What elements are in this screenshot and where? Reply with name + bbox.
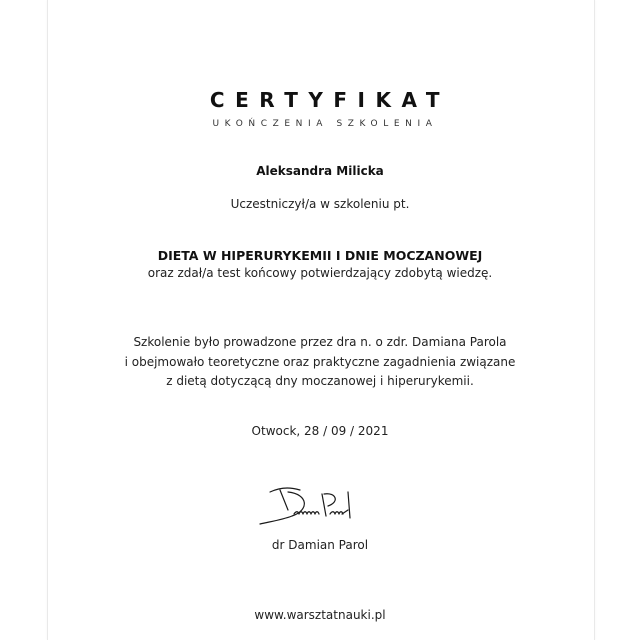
certificate-subtitle: UKOŃCZENIA SZKOLENIA (212, 119, 438, 129)
course-title: DIETA W HIPERURYKEMII I DNIE MOCZANOWEJ (157, 248, 483, 263)
participation-text: Uczestniczył/a w szkoleniu pt. (230, 197, 410, 211)
completion-text: oraz zdał/a test końcowy potwierdzający zdobytą wiedzę. (147, 266, 493, 280)
description-line: z dietą dotyczącą dny moczanowej i hiperurykemii. (166, 374, 474, 388)
course-description (0, 333, 640, 392)
certificate-title: CERTYFIKAT (209, 88, 451, 112)
signature-image (258, 480, 382, 528)
description-line: Szkolenie było prowadzone przez dra n. o zdr. Damiana Parola (133, 335, 507, 349)
description-line: i obejmowało teoretyczne oraz praktyczne zagadnienia związane (124, 354, 516, 369)
website-link[interactable]: www.warsztatnauki.pl (254, 608, 386, 622)
participant-name: Aleksandra Milicka (256, 164, 384, 178)
signatory-name: dr Damian Parol (271, 538, 369, 552)
place-and-date: Otwock, 28 / 09 / 2021 (251, 424, 389, 438)
